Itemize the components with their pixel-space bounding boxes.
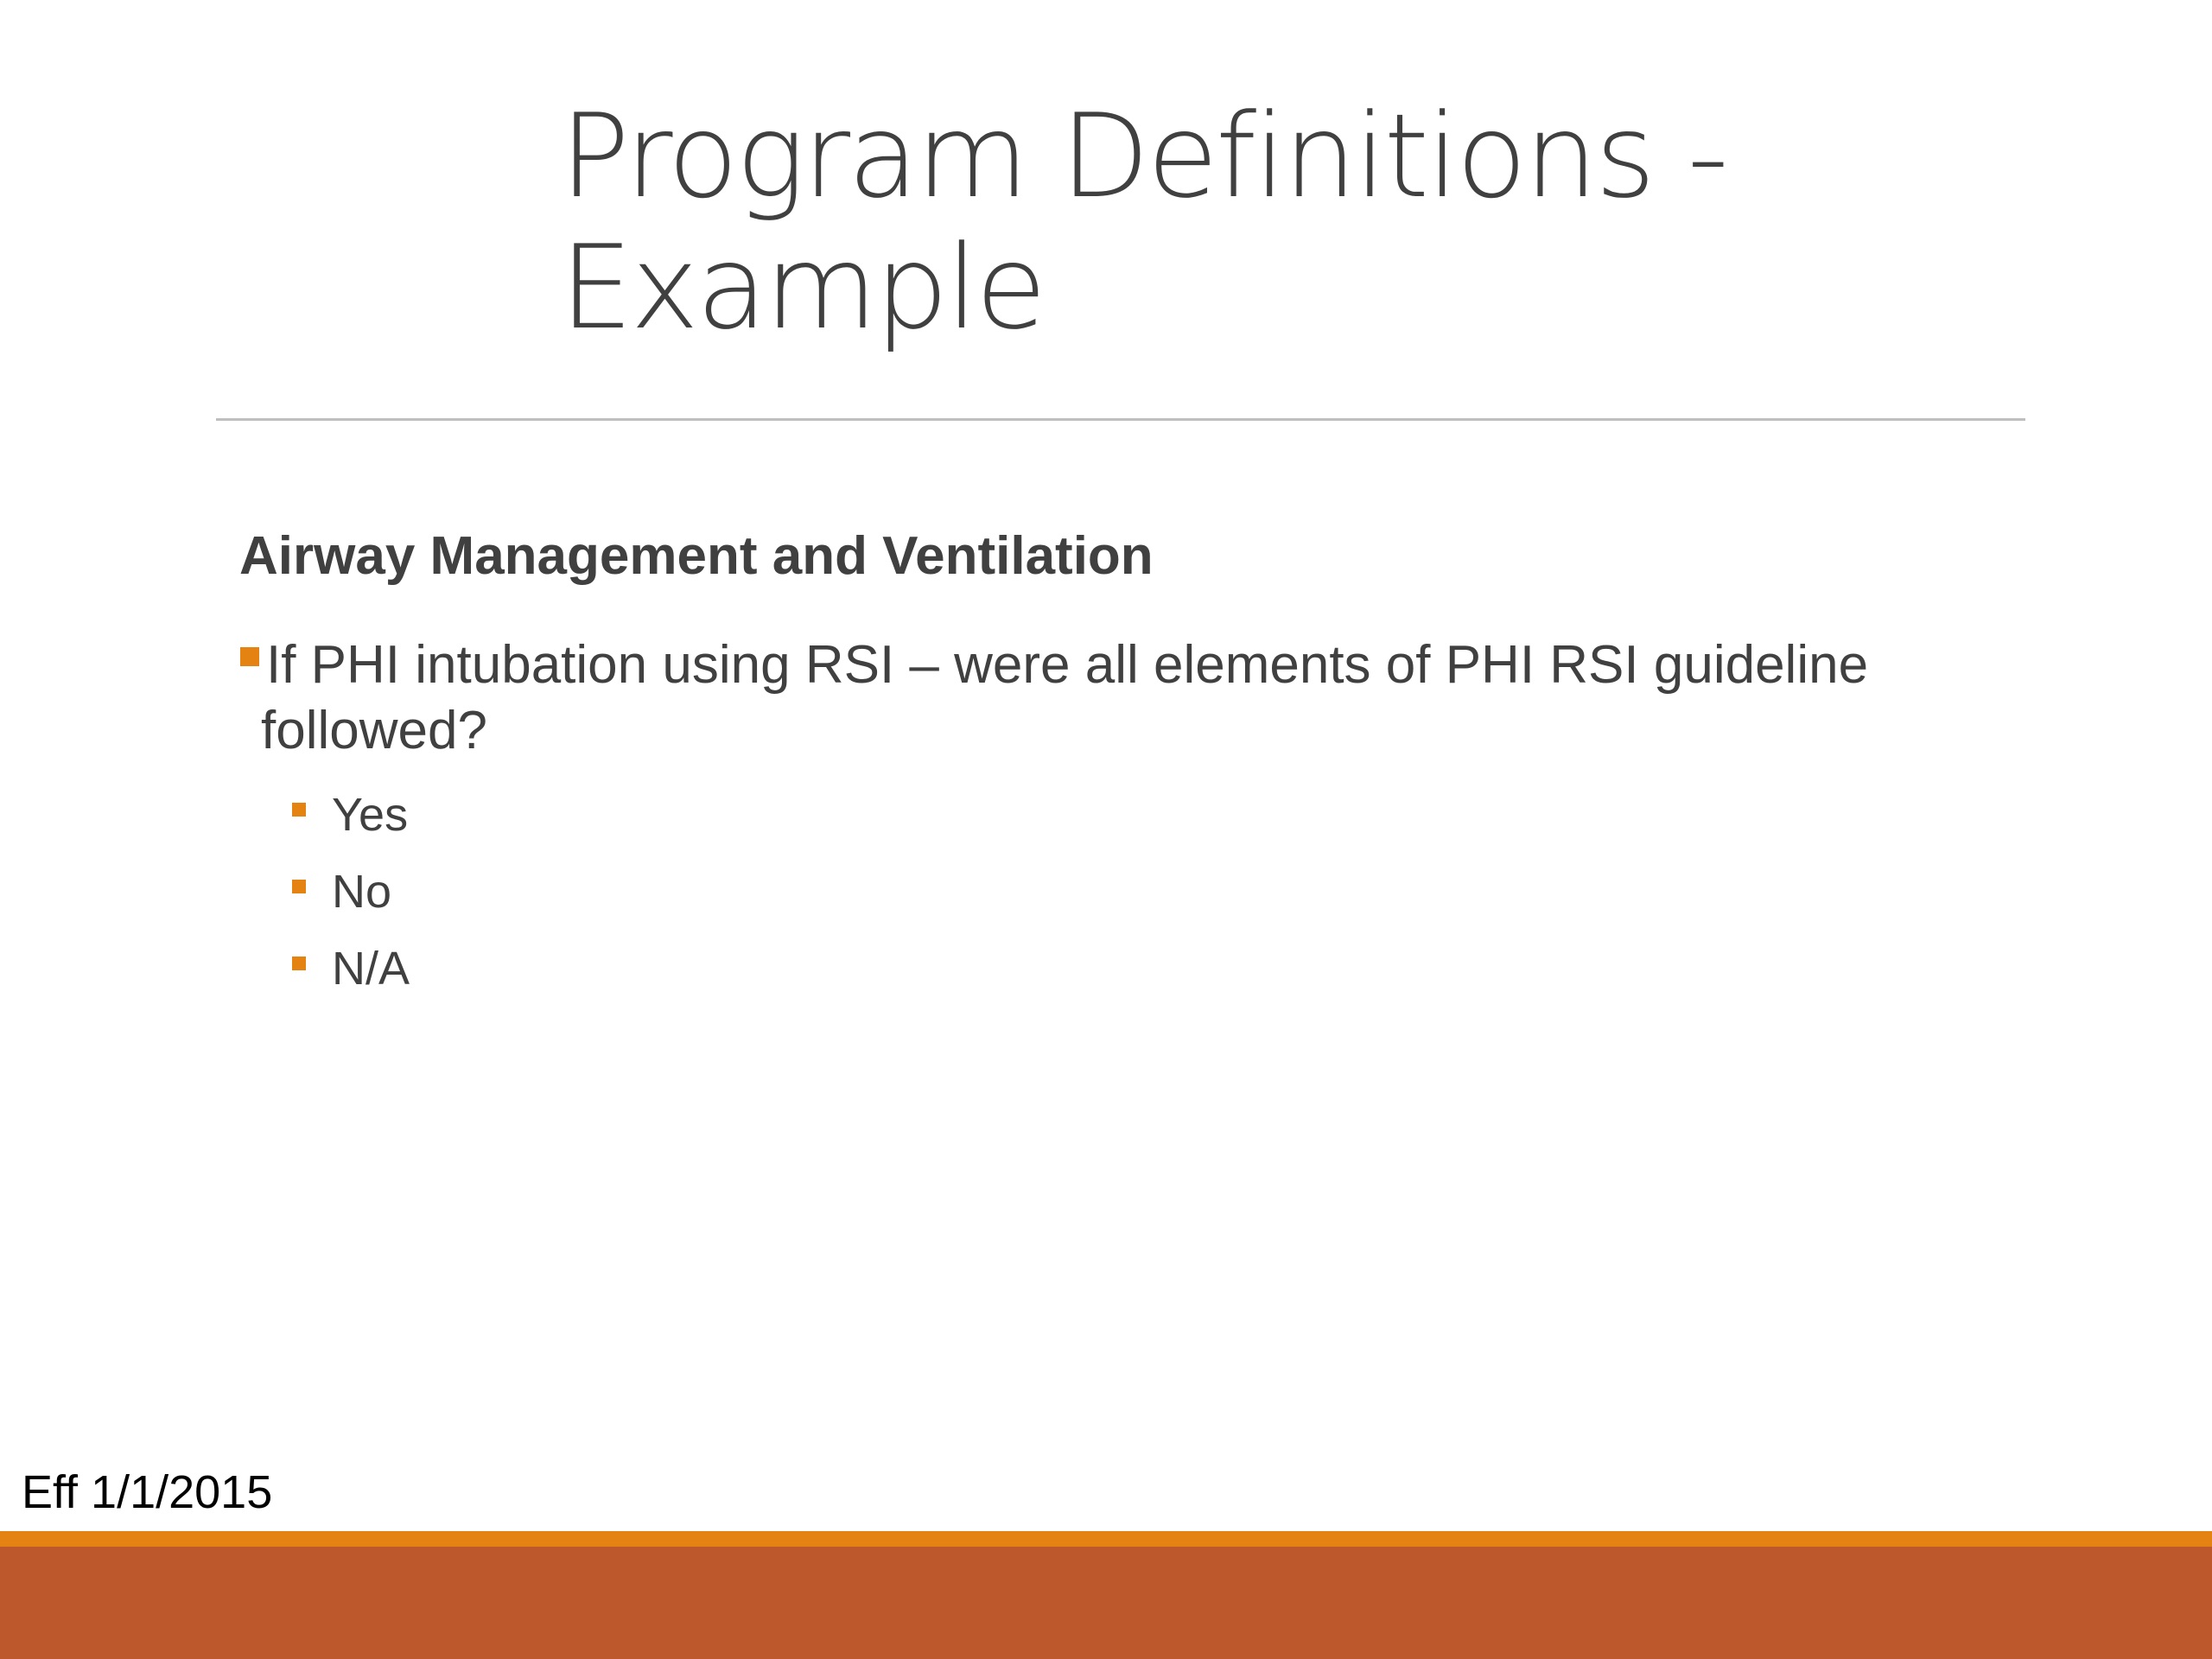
- section-subheading: Airway Management and Ventilation: [239, 526, 1154, 586]
- square-bullet-icon: [240, 647, 259, 666]
- answer-option-yes: [292, 776, 410, 853]
- slide-title: [560, 91, 2029, 353]
- footer-band: [0, 1547, 2212, 1659]
- question-bullet: [240, 632, 1968, 764]
- footer-accent-stripe: [0, 1531, 2212, 1547]
- effective-date-note: Eff 1/1/2015: [22, 1466, 273, 1518]
- question-line-1: [240, 632, 1968, 698]
- answer-option-label: Yes: [332, 788, 409, 841]
- title-divider: [216, 418, 2025, 421]
- square-bullet-icon: [292, 957, 306, 970]
- slide-title-line-2: Example: [560, 220, 1045, 355]
- question-line-2: followed?: [261, 701, 487, 760]
- square-bullet-icon: [292, 880, 306, 893]
- slide-title-line-1: Program Definitions -: [560, 89, 1726, 224]
- answer-option-label: N/A: [332, 942, 410, 995]
- answer-option-no: [292, 853, 410, 930]
- answer-option-label: No: [332, 865, 392, 918]
- question-text-1: If PHI intubation using RSI – were all elements of PHI RSI guideline: [266, 635, 1869, 695]
- answer-options-list: [292, 776, 410, 1007]
- square-bullet-icon: [292, 803, 306, 817]
- answer-option-na: [292, 930, 410, 1007]
